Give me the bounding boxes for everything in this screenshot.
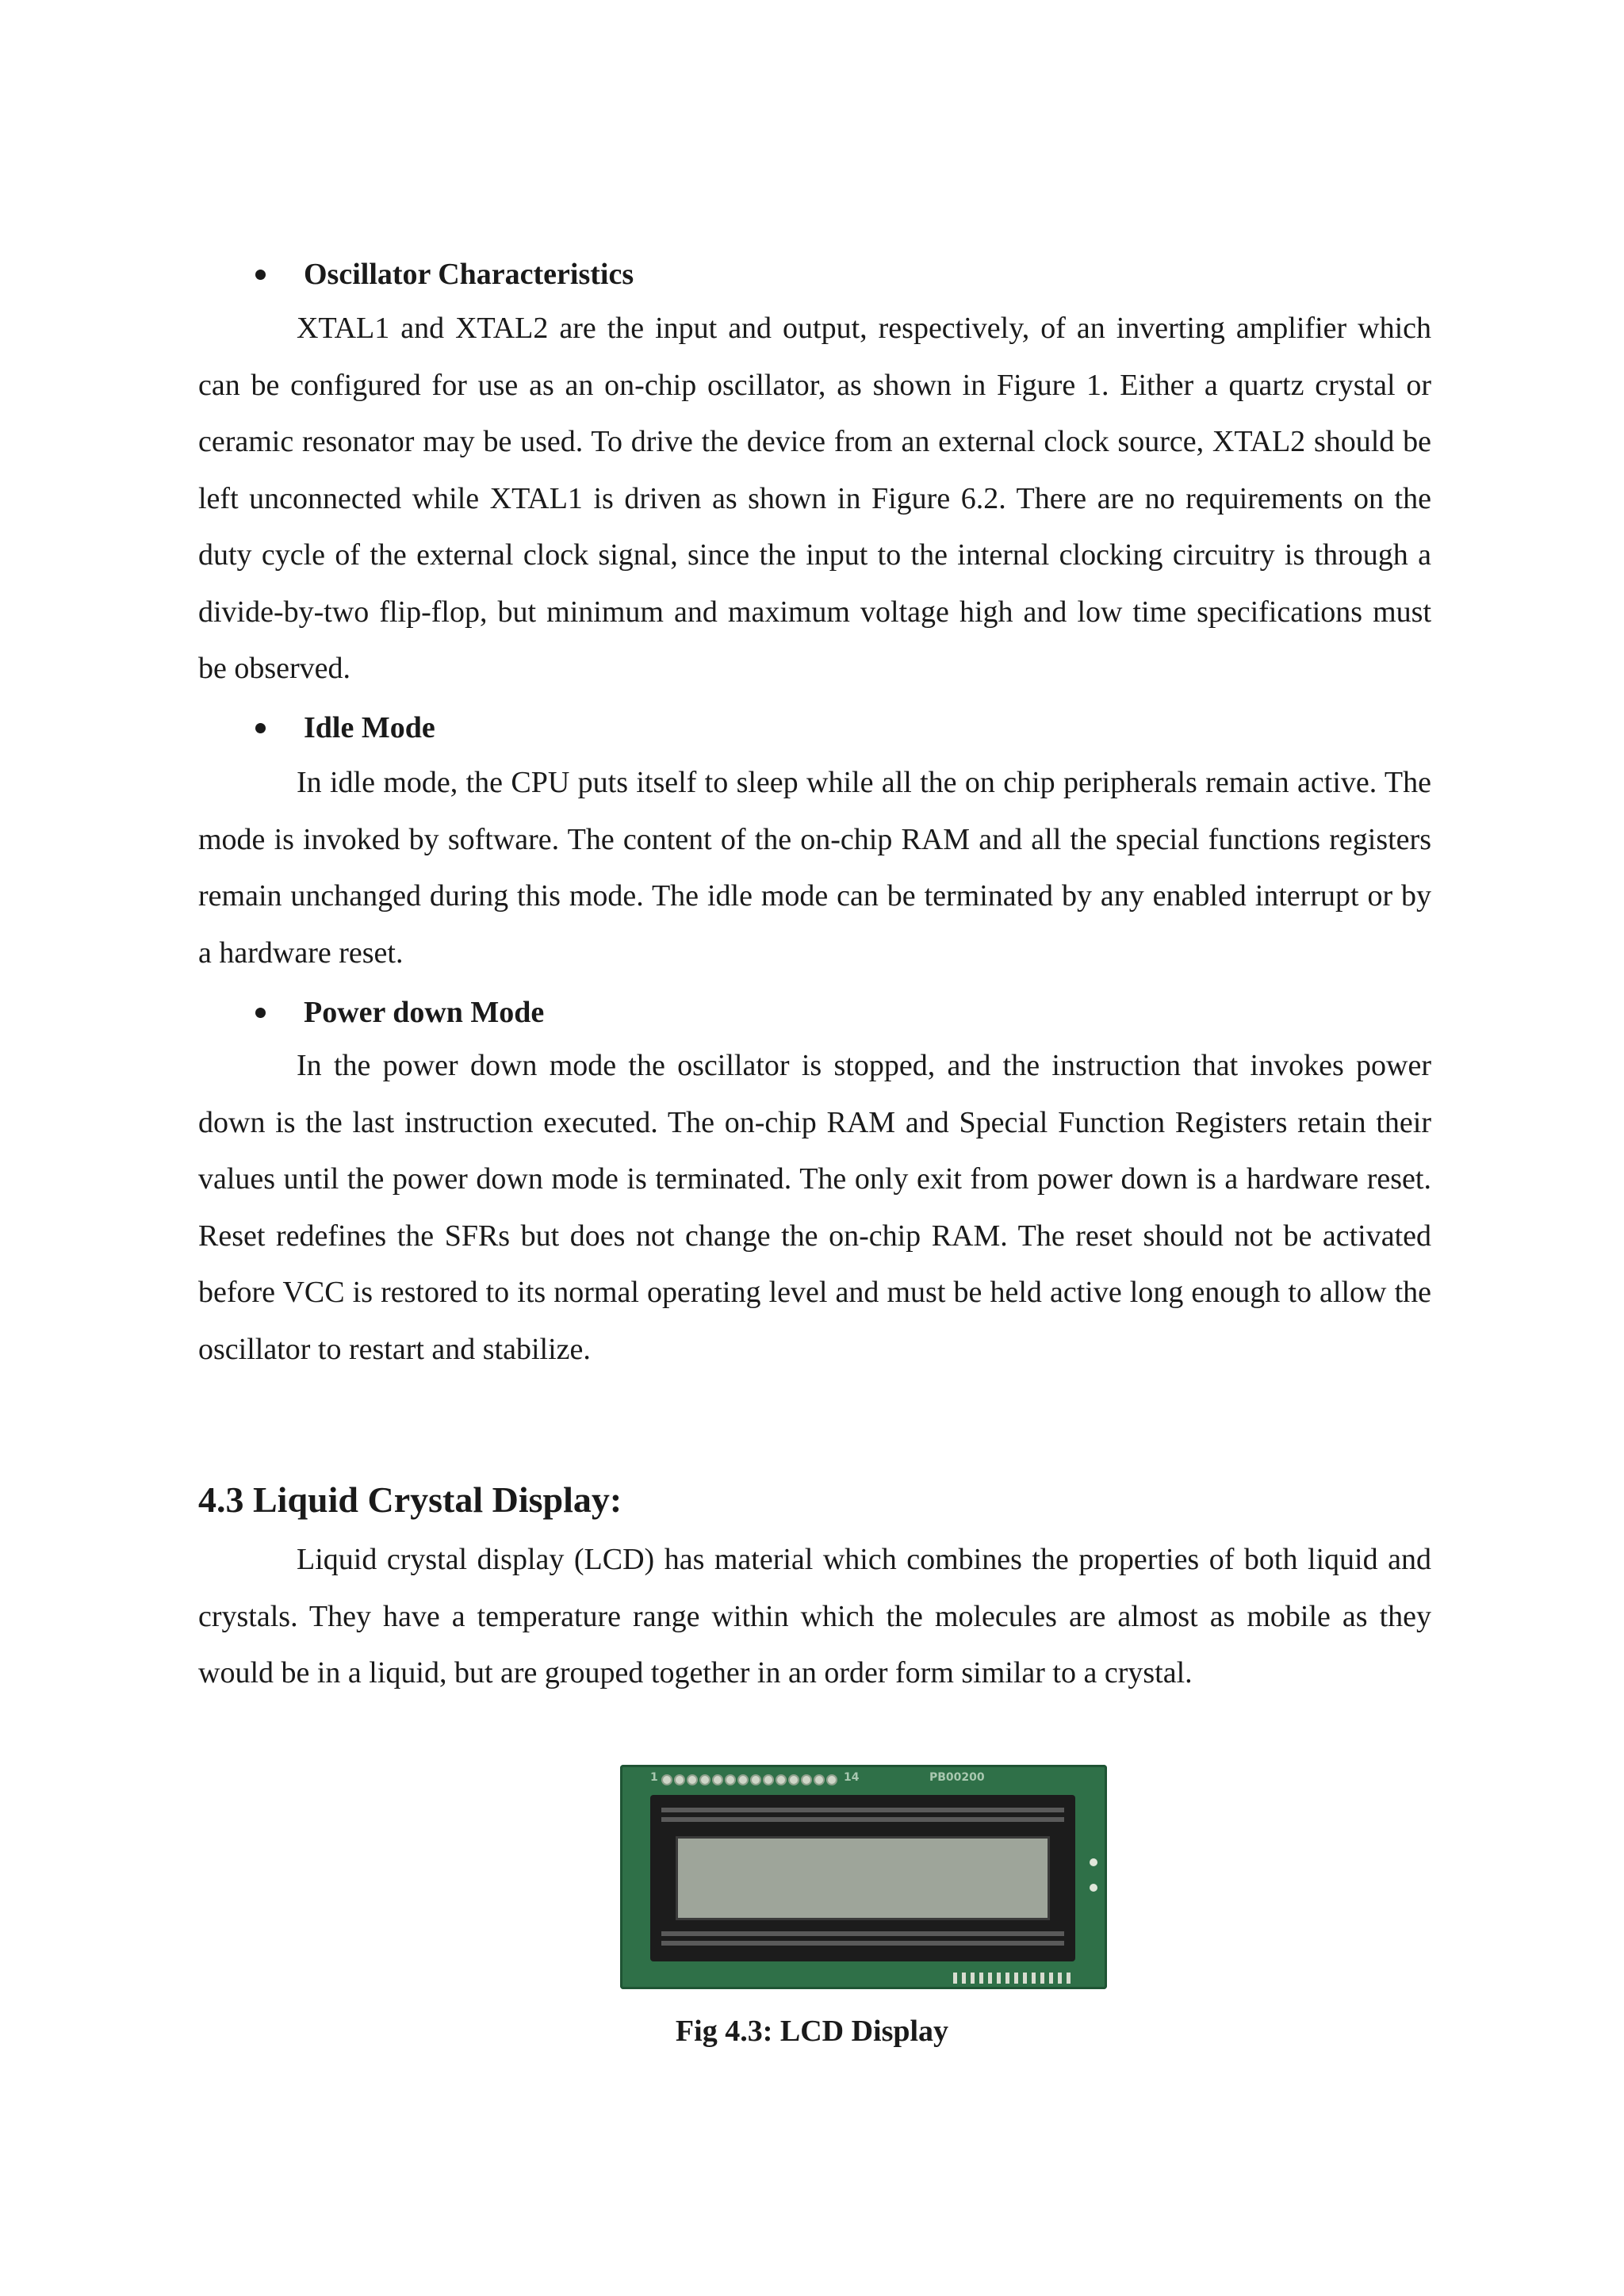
lcd-screen <box>676 1836 1050 1920</box>
side-pad <box>1090 1884 1097 1892</box>
pcb-part-label: PB00200 <box>929 1771 985 1784</box>
pcb-pin-label-right: 14 <box>844 1771 860 1784</box>
header-pin <box>814 1774 825 1785</box>
header-pin <box>737 1774 749 1785</box>
paragraph-power-down-mode: In the power down mode the oscillator is stopped, and the instruction that invokes power down is the last instruction executed. The on-chip RAM and Special Function Registers retain their values until the power down mode is terminated. The only exit from power down is a hardware reset. Reset redefines the SFRs but does not change the on-chip RAM. The reset should not be activated before VCC is restored to its normal operating level and must be held active long enough to allow the oscillator to restart and stabilize. <box>198 1049 1431 1366</box>
bezel-strip <box>661 1808 1064 1812</box>
header-pin <box>712 1774 723 1785</box>
paragraph-oscillator: XTAL1 and XTAL2 are the input and output, respectively, of an inverting amplifier which can be configured for use as an on-chip oscillator, as shown in Figure 1. Either a quartz crystal or ceramic resonator may be used. To drive the device from an external clock source, XTAL2 should be left unconnected while XTAL1 is driven as shown in Figure 6.2. There are no requirements on the duty cycle of the external clock signal, since the input to the internal clocking circuitry is through a divide-by-two flip-flop, but minimum and maximum voltage high and low time specifications must be observed. <box>198 312 1431 685</box>
header-pin <box>776 1774 787 1785</box>
figure-caption: Fig 4.3: LCD Display <box>675 2015 949 2048</box>
paragraph-idle-mode: In idle mode, the CPU puts itself to sleep while all the on chip peripherals remain active. The mode is invoked by software. The content of the on-chip RAM and all the special functions registers remain unchanged during this mode. The idle mode can be terminated by any enabled interrupt or by a hardware reset. <box>198 766 1431 970</box>
header-pin <box>750 1774 761 1785</box>
bezel-strip <box>661 1931 1064 1936</box>
header-pin <box>763 1774 774 1785</box>
header-pin <box>725 1774 736 1785</box>
lcd-bezel <box>650 1795 1075 1961</box>
side-pad <box>1090 1858 1097 1866</box>
bottom-pins <box>953 1973 1072 1984</box>
header-pin <box>687 1774 698 1785</box>
section-title-lcd: 4.3 Liquid Crystal Display: <box>198 1479 622 1520</box>
header-pin <box>699 1774 710 1785</box>
header-pin <box>661 1774 672 1785</box>
lcd-display-image <box>620 1765 1107 1989</box>
header-pin <box>674 1774 685 1785</box>
bullet-point <box>255 1008 266 1018</box>
pcb-pin-label-left: 1 <box>650 1771 658 1784</box>
header-pin <box>826 1774 837 1785</box>
bezel-strip <box>661 1941 1064 1946</box>
header-pin <box>788 1774 799 1785</box>
bezel-strip <box>661 1817 1064 1822</box>
paragraph-lcd: Liquid crystal display (LCD) has material which combines the properties of both liquid and crystals. They have a temperature range within which the molecules are almost as mobile as they would be in a liquid, but are grouped together in an order form similar to a crystal. <box>198 1543 1431 1689</box>
heading-idle-mode: Idle Mode <box>304 711 435 744</box>
heading-oscillator-characteristics: Oscillator Characteristics <box>304 258 634 291</box>
bullet-point <box>255 270 266 280</box>
bullet-point <box>255 723 266 733</box>
header-pin <box>801 1774 812 1785</box>
heading-power-down-mode: Power down Mode <box>304 996 545 1029</box>
